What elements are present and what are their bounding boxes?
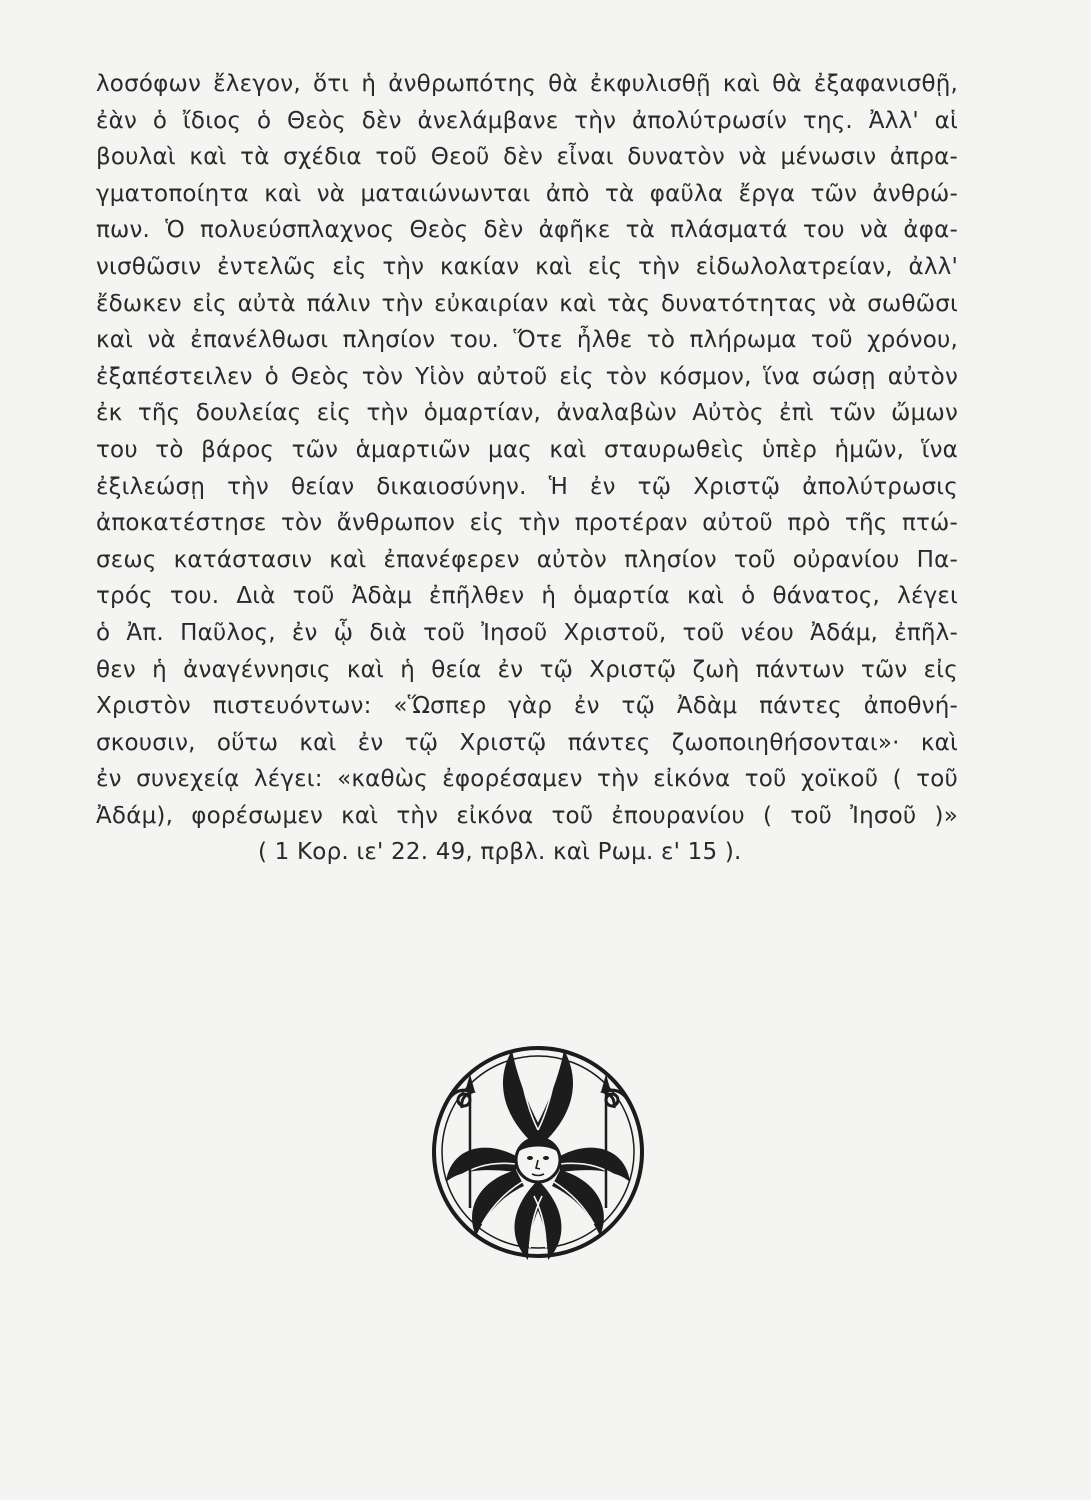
body-text xyxy=(96,66,958,871)
text-line: σκουσιν, οὕτω καὶ ἐν τῷ Χριστῷ πάντες ζωοποιηθήσονται»· καὶ xyxy=(96,729,958,756)
text-line: βουλαὶ καὶ τὰ σχέδια τοῦ Θεοῦ δὲν εἶναι δυνατὸν νὰ μένωσιν ἀπρα- xyxy=(96,144,958,171)
text-line: τρός του. Διὰ τοῦ Ἀδὰμ ἐπῆλθεν ἡ ὁμαρτία καὶ ὁ θάνατος, λέγει xyxy=(96,583,958,610)
citation-line: ( 1 Κορ. ιε' 22. 49, πρβλ. καὶ Ρωμ. ε' 15 ). xyxy=(258,839,742,866)
text-line: ἐὰν ὁ ἴδιος ὁ Θεὸς δὲν ἀνελάμβανε τὴν ἀπολύτρωσίν της. Ἀλλ' αἱ xyxy=(96,107,958,134)
text-line: ἐξαπέστειλεν ὁ Θεὸς τὸν Υἱὸν αὐτοῦ εἰς τὸν κόσμον, ἵνα σώσῃ αὐτὸν xyxy=(96,363,958,390)
text-line: ὁ Ἀπ. Παῦλος, ἐν ᾧ διὰ τοῦ Ἰησοῦ Χριστοῦ, τοῦ νέου Ἀδάμ, ἐπῆλ- xyxy=(96,619,958,646)
text-line: του τὸ βάρος τῶν ἁμαρτιῶν μας καὶ σταυρωθεὶς ὑπὲρ ἡμῶν, ἵνα xyxy=(96,436,958,463)
text-line: νισθῶσιν ἐντελῶς εἰς τὴν κακίαν καὶ εἰς τὴν εἰδωλολατρείαν, ἀλλ' xyxy=(96,253,958,280)
text-line: ἔδωκεν εἰς αὐτὰ πάλιν τὴν εὐκαιρίαν καὶ τὰς δυνατότητας νὰ σωθῶσι xyxy=(96,290,958,317)
text-line: γματοποίητα καὶ νὰ ματαιώνωνται ἀπὸ τὰ φαῦλα ἔργα τῶν ἀνθρώ- xyxy=(96,180,958,207)
text-line: σεως κατάστασιν καὶ ἐπανέφερεν αὐτὸν πλησίον τοῦ οὐρανίου Πα- xyxy=(96,546,958,573)
seraph-icon xyxy=(420,1030,656,1270)
text-line: ἐξιλεώσῃ τὴν θείαν δικαιοσύνην. Ἡ ἐν τῷ Χριστῷ ἀπολύτρωσις xyxy=(96,473,958,500)
text-line: καὶ νὰ ἐπανέλθωσι πλησίον του. Ὅτε ἦλθε τὸ πλήρωμα τοῦ χρόνου, xyxy=(96,327,958,354)
text-line: λοσόφων ἔλεγον, ὅτι ἡ ἀνθρωπότης θὰ ἐκφυλισθῇ καὶ θὰ ἐξαφανισθῇ, xyxy=(96,71,958,97)
text-line: Ἀδάμ), φορέσωμεν καὶ τὴν εἰκόνα τοῦ ἐπουρανίου ( τοῦ Ἰησοῦ )» xyxy=(96,802,958,829)
text-line: ἀποκατέστησε τὸν ἄνθρωπον εἰς τὴν προτέραν αὐτοῦ πρὸ τῆς πτώ- xyxy=(96,510,958,537)
text-line: ἐκ τῆς δουλείας εἰς τὴν ὁμαρτίαν, ἀναλαβὼν Αὐτὸς ἐπὶ τῶν ὤμων xyxy=(96,400,958,427)
text-line: ἐν συνεχείᾳ λέγει: «καθὼς ἐφορέσαμεν τὴν εἰκόνα τοῦ χοϊκοῦ ( τοῦ xyxy=(96,766,958,793)
text-line: Χριστὸν πιστευόντων: «Ὥσπερ γὰρ ἐν τῷ Ἀδὰμ πάντες ἀποθνή- xyxy=(96,693,958,720)
text-line: θεν ἡ ἀναγέννησις καὶ ἡ θεία ἐν τῷ Χριστῷ ζωὴ πάντων τῶν εἰς xyxy=(96,656,958,683)
text-line: πων. Ὁ πολυεύσπλαχνος Θεὸς δὲν ἀφῆκε τὰ πλάσματά του νὰ ἀφα- xyxy=(96,217,958,244)
